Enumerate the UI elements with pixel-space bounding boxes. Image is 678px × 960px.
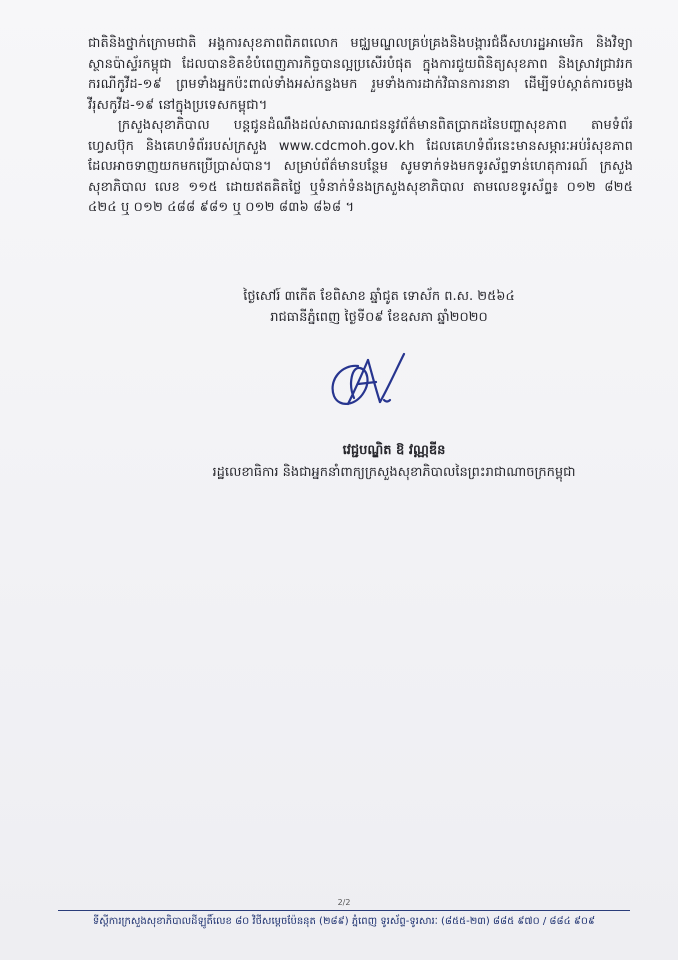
date-lunar: ថ្ងៃសៅរ៍ ៣កើត ខែពិសាខ ឆ្នាំជូត ទោស័ក ព.ស. ២៥៦៤ [243, 289, 515, 304]
page-footer [58, 898, 630, 928]
letter-body [88, 34, 633, 219]
footer-divider [58, 910, 630, 911]
signer-position: រដ្ឋលេខាធិការ និងជាអ្នកនាំពាក្យក្រសួងសុខាភិបាលនៃព្រះរាជាណាចក្រកម្ពុជា [212, 465, 576, 480]
signer-block [0, 440, 678, 484]
paragraph-information: ក្រសួងសុខាភិបាល បន្តជូនដំណឹងដល់សាធារណជននូវព័ត៌មានពិតប្រាកដនៃបញ្ហាសុខភាព តាមទំព័រហ្វេសប៊ុក និងគេហទំព័ររបស់ក្រសួង www.cdcmoh.gov.kh ដែលគេហទំព័រនេះមានសម្ភារៈអប់រំសុខភាពដែលអាចទាញយកមកប្រើប្រាស់បាន។ សម្រាប់ព័ត៌មានបន្ថែម សូមទាក់ទងមកទូរស័ព្ទទាន់ហេតុការណ៍ ក្រសួងសុខាភិបាល លេខ ១១៥ ដោយឥតគិតថ្លៃ ឬទំនាក់ទំនងក្រសួងសុខាភិបាល តាមលេខទូរស័ព្ទ៖ ០១២ ៨២៥ ៤២៤ ឬ ០១២ ៤៨៨ ៩៨១ ឬ ០១២ ៨៣៦ ៨៦៨ ។ [88, 118, 633, 215]
date-solar: រាជធានីភ្នំពេញ ថ្ងៃទី០៩ ខែឧសភា ឆ្នាំ២០២០ [270, 310, 488, 325]
footer-address: ទីស្តីការក្រសួងសុខាភិបាលដីឡូតិ៍លេខ ៨០ វិថីសម្តេចប៉ែននុត (២៨៩) ភ្នំពេញ ទូរស័ព្ទ-ទូរសារៈ (៨៥៥-២៣) ៨៨៥ ៩៧០ / ៨៨៤ ៩០៩ [92, 916, 596, 927]
paragraph-acknowledgement: ជាតិនិងថ្នាក់ក្រោមជាតិ អង្គការសុខភាពពិភពលោក មជ្ឈមណ្ឌលគ្រប់គ្រងនិងបង្ការជំងឺសហរដ្ឋអាមេរិក និងវិទ្យាស្ថានប៉ាស្ទ័រកម្ពុជា ដែលបានខិតខំបំពេញភារកិច្ចបានល្អប្រសើរបំផុត ក្នុងការជួយពិនិត្យសុខភាព និងស្រាវជ្រាវរកករណីកូវីដ-១៩ ព្រមទាំងអ្នកប៉ះពាល់ទាំងអស់កន្លងមក រួមទាំងការដាក់វិធានការនានា ដើម្បីទប់ស្កាត់ការចម្លងវីរុសកូវីដ-១៩ នៅក្នុងប្រទេសកម្ពុជា។ [88, 36, 633, 113]
date-block [0, 286, 678, 328]
signature-icon [318, 344, 414, 416]
page-number: 2/2 [337, 898, 351, 907]
signer-name: វេជ្ជបណ្ឌិត ឱ វណ្ណឌីន [342, 443, 446, 458]
